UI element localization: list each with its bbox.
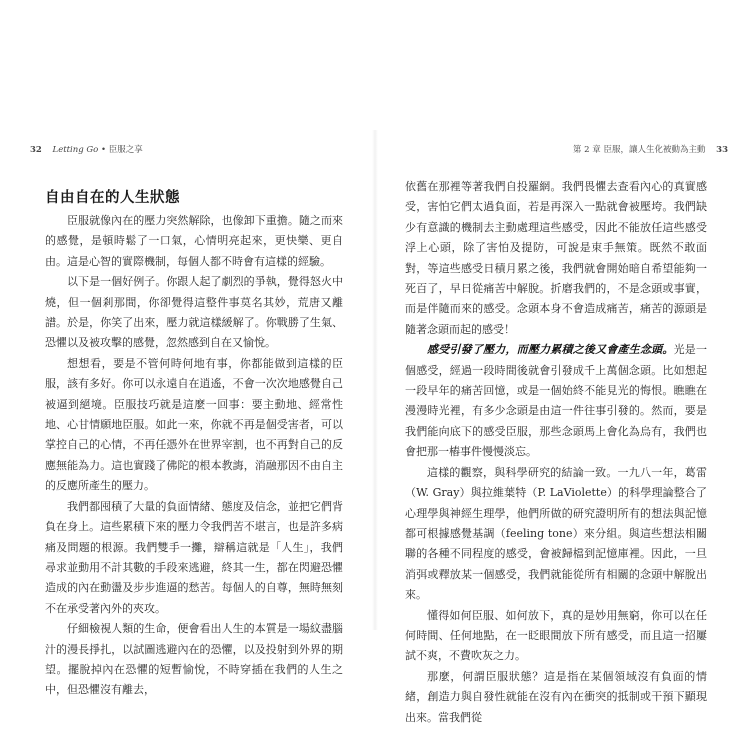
paragraph — [405, 340, 707, 462]
left-body-text — [45, 211, 343, 701]
chapter-title: 臣服，讓人生化被動為主動 — [603, 145, 706, 155]
book-title: Letting Go — [52, 145, 99, 155]
emphasized-sentence: 感受引發了壓力，而壓力累積之後又會產生念頭。 — [427, 343, 674, 357]
paragraph: 臣服就像內在的壓力突然解除，也像卸下重擔。隨之而來的感覺，是頓時鬆了一口氣，心情明亮起來，更快樂、更自由。這是心智的實際機制，每個人都不時會有這樣的經驗。 — [45, 214, 343, 268]
paragraph — [405, 463, 707, 606]
chapter-label: 第 2 章 — [572, 145, 601, 155]
head-separator: • — [101, 145, 107, 155]
paragraph — [405, 667, 707, 728]
paragraph-text: 這樣的觀察，與科學研究的結論一致。一九八一年，葛雷（W. Gray）與拉維葉特（P. LaViolette）的科學理論整合了心理學與神經生理學，他們所做的研究證明所有的想法與記憶都可根據感覺基調（feeling tone）來分組。與這些想法相關聯的各種不同程度的感受，會被歸檔到記憶庫裡。因此，一旦消弭或釋放某一個感受，我們就能從所有相關的念頭中解脫出來。 — [405, 465, 707, 602]
section-title: 自由自在的人生狀態 — [45, 190, 180, 206]
paragraph-text: 懂得如何臣服、如何放下，真的是妙用無窮，你可以在任何時間、任何地點，在一眨眼間放下所有感受，而且這一招屢試不爽，不費吹灰之力。 — [405, 608, 707, 663]
paragraph: 我們都囤積了大量的負面情緒、態度及信念，並把它們背負在身上。這些累積下來的壓力令我們苦不堪言，也是許多病痛及問題的根源。我們雙手一攤，辯稱這就是「人生」，我們尋求並動用不計其數的手段來逃避，終其一生，都在閃避恐懼造成的內在動盪及步步進逼的愁苦。每個人的自尊，無時無刻不在承受著內外的夾攻。 — [45, 499, 343, 615]
book-subtitle: 臣服之享 — [108, 145, 143, 155]
paragraph-text: 光是一個感受，經過一段時間後就會引發成千上萬個念頭。比如想起一段早年的痛苦回憶，或是一個始終不能見光的悔恨。瞧瞧在漫漫時光裡，有多少念頭是由這一件往事引發的。然而，要是我們能向底下的感受臣服，那些念頭馬上會化為烏有，我們也會把那一樁事件慢慢淡忘。 — [405, 343, 708, 459]
paragraph — [405, 177, 707, 340]
paragraph — [405, 606, 707, 667]
right-running-head — [573, 143, 728, 155]
right-page — [375, 0, 750, 750]
paragraph: 仔細檢視人類的生命，便會看出人生的本質是一場紋盡腦汁的漫長掙扎，以試圖逃避內在的恐懼，以及投射到外界的期望。擺脫掉內在恐懼的短暫愉悅，不時穿插在我們的人生之中，但恐懼沒有離去， — [45, 622, 343, 697]
paragraph-text: 那麼，何謂臣服狀態？這是指在某個領域沒有負面的情緒，創造力與自發性就能在沒有內在衝突的抵制或干預下顯現出來。當我們從 — [405, 669, 707, 724]
right-page-number: 33 — [716, 145, 728, 155]
paragraph-text: 依舊在那裡等著我們自投羅網。我們畏懼去查看內心的真實感受，害怕它們太過負面，若是再深入一點就會被壓垮。我們缺少有意識的機制去主動處理這些感受，因此不能放任這些感受浮上心頭，除了害怕及提防，可說是束手無策。既然不敢面對，等這些感受日積月累之後，我們就會開始暗自希望能夠一死百了，早日從痛苦中解脫。折磨我們的，不是念頭或事實，而是伴隨而來的感受。念頭本身不會造成痛苦，痛苦的源頭是隨著念頭而起的感受！ — [405, 180, 707, 336]
paragraph: 以下是一個好例子。你跟人起了劇烈的爭執，覺得怒火中燒，但一個剎那間，你卻覺得這整件事莫名其妙，荒唐又離譜。於是，你笑了出來，壓力就這樣緩解了。你戰勝了生氣、恐懼以及被攻擊的感覺，忽然感到自在又愉悅。 — [45, 275, 343, 350]
right-body-text — [405, 177, 707, 728]
left-running-head — [30, 143, 143, 155]
paragraph: 想想看，要是不管何時何地有事，你都能做到這樣的臣服，該有多好。你可以永遠自在逍遙，不會一次次地感覺自己被逼到絕境。臣服技巧就是這麼一回事：要主動地、經常性地、心甘情願地臣服。如此一來，你就不再是個受害者，可以掌控自己的心情，不再任憑外在世界宰割，也不再對自己的反應無能為力。這也實踐了佛陀的根本教誨，消融那因不由自主的反應所產生的壓力。 — [45, 356, 343, 493]
left-page-number: 32 — [30, 145, 42, 155]
